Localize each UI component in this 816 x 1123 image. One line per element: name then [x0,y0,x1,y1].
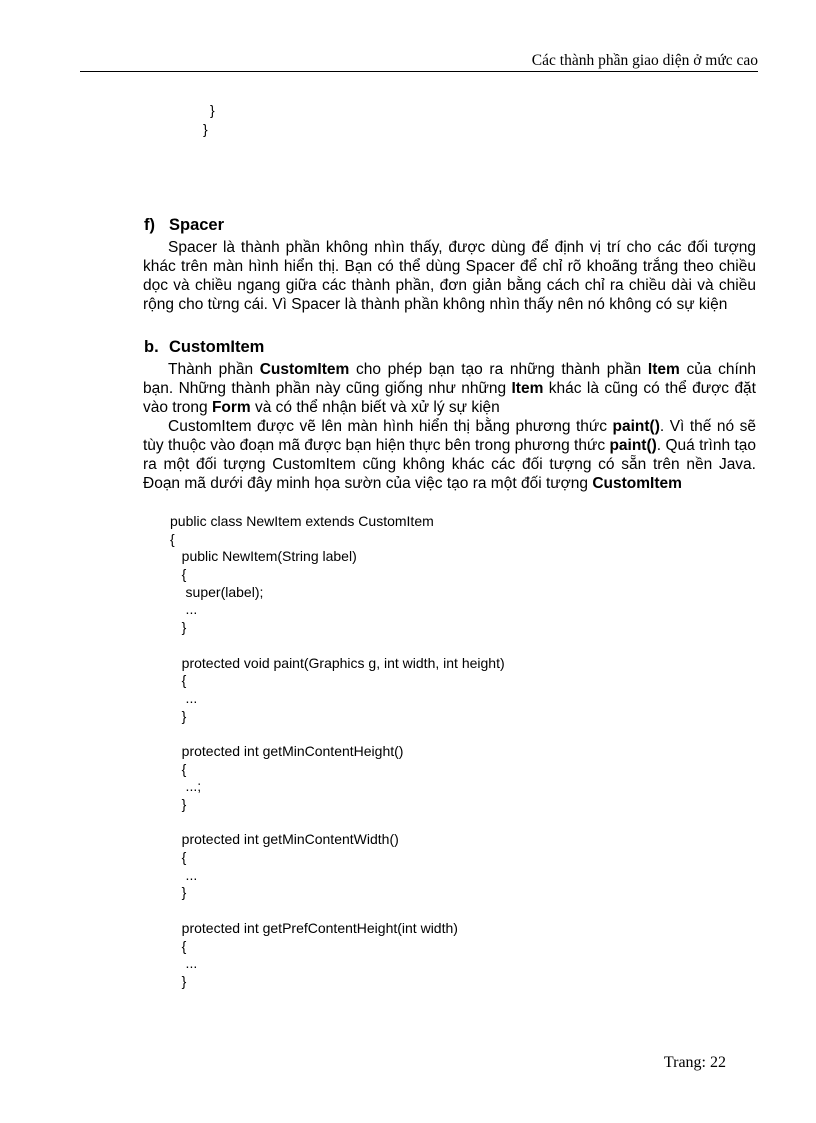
code-line: public NewItem(String label) [170,548,357,565]
section-heading-spacer [144,215,224,235]
code-line: ... [170,866,198,883]
code-line: } [170,619,187,636]
code-line: protected int getMinContentHeight() [170,742,404,759]
code-line [170,637,505,655]
code-line: { [170,566,187,583]
code-sample [170,513,505,991]
spacer-paragraph: Spacer là thành phần không nhìn thấy, được dùng để định vị trí cho các đối tượng khác trên màn hình hiển thị. Bạn có thể dùng Spacer để chỉ rõ khoãng trắng theo chiều dọc và chiều ngang giữa các thành phần, đơn giản bằng cách chỉ ra chiều dài và chiều rộng cho từng cái. Vì Spacer là thành phần không nhìn thấy nên nó không có sự kiện [143,239,756,313]
code-line: public class NewItem extends CustomItem [170,513,434,529]
code-line: ...; [170,778,202,795]
code-line: { [170,760,187,777]
code-closing-brace-inner: } [210,102,215,118]
code-line: } [170,884,187,901]
customitem-paragraph-1: Thành phần CustomItem cho phép bạn tạo ra những thành phần Item của chính bạn. Những thành phần này cũng giống như những Item khác là cũng có thể được đặt vào trong Form và có thể nhận biết và xử lý sự kiện [143,361,756,416]
code-closing-brace-outer: } [203,121,208,137]
code-line: ... [170,601,198,618]
code-line: ... [170,955,198,972]
code-line: super(label); [170,583,264,600]
code-line [170,725,505,743]
code-line: } [170,707,187,724]
header-divider [80,71,758,72]
page-number: Trang: 22 [663,1054,726,1071]
code-line: protected void paint(Graphics g, int width, int height) [170,654,505,671]
code-line: { [170,530,175,547]
section-marker: b. [144,338,159,356]
customitem-paragraph-2: CustomItem được vẽ lên màn hình hiển thị bằng phương thức paint(). Vì thế nó sẽ tùy thuộc vào đoạn mã được bạn hiện thực bên trong phương thức paint(). Quá trình tạo ra một đối tượng CustomItem cũng không khác các đối tượng có sẵn trên nền Java. Đoạn mã dưới đây minh họa sườn của việc tạo ra một đối tượng CustomItem [143,418,756,492]
code-line: { [170,937,187,954]
code-line: } [170,972,187,989]
customitem-description [143,360,756,493]
code-line: ... [170,689,198,706]
section-title: Spacer [169,216,225,234]
code-line: { [170,672,187,689]
code-line: protected int getPrefContentHeight(int width) [170,919,458,936]
code-line: protected int getMinContentWidth() [170,831,399,848]
section-heading-customitem [144,337,264,357]
spacer-description [143,238,756,314]
code-line [170,814,505,832]
section-title: CustomItem [169,338,265,356]
code-line [170,902,505,920]
code-line: } [170,796,187,812]
section-marker: f) [144,216,155,234]
page-header-title: Các thành phần giao diện ở mức cao [531,52,758,69]
code-line: { [170,849,187,866]
